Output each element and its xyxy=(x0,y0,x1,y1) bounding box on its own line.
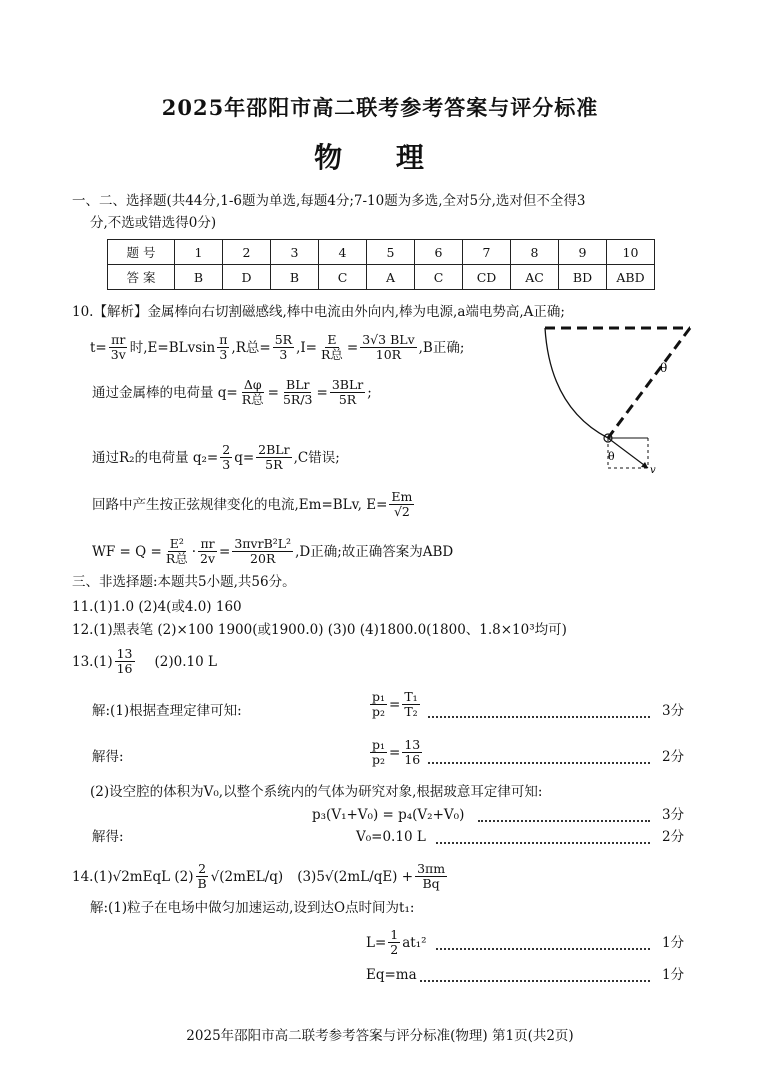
subject-heading: 物 理 xyxy=(314,141,446,174)
answer-table xyxy=(107,239,655,290)
denominator: R总 xyxy=(241,392,264,407)
fraction xyxy=(198,537,217,566)
theta-bottom-label: θ xyxy=(608,450,615,463)
table-row-answers xyxy=(108,265,655,290)
denominator: 16 xyxy=(404,752,421,767)
q10-r: ,R总= xyxy=(231,339,271,356)
fraction xyxy=(115,647,135,676)
q13-solution-2: 解得: xyxy=(92,749,124,765)
denominator: 16 xyxy=(116,661,133,676)
q13-eq2 xyxy=(368,738,424,767)
q14-eq1-lhs: L= xyxy=(366,934,387,951)
section1-line1: 一、二、选择题(共44分,1-6题为单选,每题4分;7-10题为多选,全对5分,选对但不全得3 xyxy=(72,193,586,209)
table-cell: C xyxy=(319,265,367,290)
table-cell: 8 xyxy=(511,240,559,265)
q10-formula-line2 xyxy=(92,378,372,407)
q10-d-correct: ,D正确;故正确答案为ABD xyxy=(295,543,454,560)
q10-w-label: WF = Q = xyxy=(92,543,162,560)
score: 1分 xyxy=(662,967,685,983)
denominator: 20R xyxy=(250,551,276,566)
fraction xyxy=(360,333,416,362)
q10-q2-label: 通过R₂的电荷量 q₂= xyxy=(92,449,219,466)
fraction xyxy=(217,333,229,362)
fraction xyxy=(319,333,345,362)
dotted-leader xyxy=(436,834,650,844)
denominator: 5R xyxy=(338,392,357,407)
rod-dashed-line xyxy=(608,328,690,438)
fraction xyxy=(388,928,400,957)
fraction xyxy=(402,738,422,767)
table-cell: CD xyxy=(463,265,511,290)
fraction xyxy=(370,738,387,767)
numerator: 2 xyxy=(222,442,231,457)
numerator: 2BLr xyxy=(258,442,290,457)
fraction xyxy=(240,378,266,407)
q10-b-correct: ,B正确; xyxy=(418,339,465,356)
score: 2分 xyxy=(662,749,685,765)
score: 3分 xyxy=(662,807,685,823)
numerator: 13 xyxy=(116,646,133,661)
denominator: p₂ xyxy=(372,704,386,719)
table-cell: 6 xyxy=(415,240,463,265)
table-cell: 1 xyxy=(175,240,223,265)
table-cell: B xyxy=(271,265,319,290)
denominator: √2 xyxy=(393,504,410,519)
fraction xyxy=(370,690,387,719)
page-title: 2025年邵阳市高二联考参考答案与评分标准 xyxy=(161,95,599,120)
row-label-answer: 答 案 xyxy=(108,265,175,290)
fraction xyxy=(389,490,414,519)
q10-formula-line3 xyxy=(92,443,340,472)
denominator: 2v xyxy=(200,551,216,566)
denominator: Bq xyxy=(422,876,440,891)
numerator: 5R xyxy=(274,332,293,347)
q10-formula-line1 xyxy=(90,333,464,362)
q12-answer: 12.(1)黑表笔 (2)×100 1900(或1900.0) (3)0 (4)1800.0(1800、1.8×10³均可) xyxy=(72,622,567,638)
q13-prefix: 13.(1) xyxy=(72,653,113,670)
numerator: T₁ xyxy=(404,689,418,704)
q13-solution-3: 解得: xyxy=(92,829,124,845)
q10-formula-line5 xyxy=(92,537,453,566)
denominator: B xyxy=(197,876,207,891)
q13-part2: (2)设空腔的体积为V₀,以整个系统内的气体为研究对象,根据玻意耳定律可知: xyxy=(90,784,543,800)
table-cell: C xyxy=(415,265,463,290)
table-cell: D xyxy=(223,265,271,290)
q13-eq1 xyxy=(368,690,422,719)
q10-q-label: 通过金属棒的电荷量 q= xyxy=(92,384,238,401)
numerator: p₁ xyxy=(372,737,386,752)
fraction xyxy=(256,443,291,472)
numerator: E xyxy=(327,332,337,347)
dotted-leader xyxy=(478,812,650,822)
q13-eq4: V₀=0.10 L xyxy=(356,829,426,845)
numerator: Em xyxy=(391,489,413,504)
table-cell: 2 xyxy=(223,240,271,265)
fraction xyxy=(109,333,128,362)
table-cell: 3 xyxy=(271,240,319,265)
q10-t: t= xyxy=(90,339,107,356)
denominator: 5R xyxy=(265,457,283,472)
table-cell: BD xyxy=(559,265,607,290)
table-cell: 10 xyxy=(607,240,655,265)
q14-b: √(2mEL/q) xyxy=(210,868,284,885)
numerator: BLr xyxy=(286,377,310,392)
physics-diagram xyxy=(530,318,700,478)
fraction xyxy=(273,333,294,362)
denominator: 3v xyxy=(110,347,126,362)
fraction xyxy=(415,862,447,891)
fraction xyxy=(220,443,232,472)
q10-intro: 10.【解析】金属棒向右切割磁感线,棒中电流由外向内,棒为电源,a端电势高,A正确; xyxy=(72,304,565,320)
numerator: 3πvrB²L² xyxy=(234,536,292,551)
denominator: 5R/3 xyxy=(282,392,313,407)
numerator: π xyxy=(219,332,228,347)
dotted-leader xyxy=(436,940,650,950)
table-row-numbers xyxy=(108,240,655,265)
numerator: Δφ xyxy=(243,377,262,392)
denominator: R总 xyxy=(165,551,188,566)
equals: = xyxy=(316,384,328,401)
numerator: 2 xyxy=(198,861,207,876)
equals: = xyxy=(219,543,231,560)
q14-eq2: Eq=ma xyxy=(366,967,417,983)
table-cell: ABD xyxy=(607,265,655,290)
score: 3分 xyxy=(662,703,685,719)
numerator: 3πm xyxy=(417,861,446,876)
numerator: πr xyxy=(200,536,215,551)
numerator: 1 xyxy=(390,927,399,942)
table-cell: B xyxy=(175,265,223,290)
numerator: E² xyxy=(169,536,184,551)
q14-eq1-rhs: at₁² xyxy=(402,934,427,951)
q14-answer xyxy=(72,862,449,891)
q10-c-wrong: ,C错误; xyxy=(293,449,340,466)
dotted-leader xyxy=(420,972,650,982)
q11-answer: 11.(1)1.0 (2)4(或4.0) 160 xyxy=(72,599,242,615)
q10-sine-line: 回路中产生按正弦规律变化的电流,Em=BLv, E= xyxy=(92,496,388,513)
q14-solution-1: 解:(1)粒子在电场中做匀加速运动,设到达O点时间为t₁: xyxy=(90,900,415,916)
dot: · xyxy=(191,543,197,560)
fraction xyxy=(232,537,293,566)
denominator: 10R xyxy=(375,347,402,362)
table-cell: 4 xyxy=(319,240,367,265)
denominator: 3 xyxy=(219,347,228,362)
denominator: 3 xyxy=(222,457,231,472)
equals: = xyxy=(389,696,401,713)
numerator: 3√3 BLv xyxy=(362,332,415,347)
section3-heading: 三、非选择题:本题共5小题,共56分。 xyxy=(72,574,296,590)
table-cell: 5 xyxy=(367,240,415,265)
equals: = xyxy=(267,384,279,401)
fraction xyxy=(330,378,365,407)
section1-line2: 分,不选或错选得0分) xyxy=(90,215,217,231)
numerator: p₁ xyxy=(372,689,386,704)
table-cell: A xyxy=(367,265,415,290)
denominator: 2 xyxy=(390,942,399,957)
q13-answer xyxy=(72,647,217,676)
dotted-leader xyxy=(428,754,650,764)
q14-c: (3)5√(2mL/qE) + xyxy=(297,868,414,885)
q10-e: 时,E=BLvsin xyxy=(129,339,216,356)
arc-path xyxy=(545,328,608,438)
denominator: 3 xyxy=(279,347,288,362)
velocity-label: v xyxy=(650,465,656,476)
table-cell: 7 xyxy=(463,240,511,265)
fraction xyxy=(164,537,190,566)
fraction xyxy=(195,862,208,891)
denominator: R总 xyxy=(321,347,343,362)
semicolon: ; xyxy=(367,384,372,401)
fraction xyxy=(402,690,419,719)
table-cell: AC xyxy=(511,265,559,290)
numerator: πr xyxy=(111,332,126,347)
row-label-number: 题 号 xyxy=(108,240,175,265)
q13-suffix: (2)0.10 L xyxy=(154,653,217,670)
q10-i: ,I= xyxy=(296,339,317,356)
q13-solution-1: 解:(1)根据查理定律可知: xyxy=(92,703,242,719)
q10-q2-mid: q= xyxy=(234,449,255,466)
denominator: T₂ xyxy=(404,704,418,719)
score: 2分 xyxy=(662,829,685,845)
theta-top-label: θ xyxy=(660,361,668,375)
q14-eq1 xyxy=(366,928,427,957)
q14-prefix: 14.(1)√2mEqL (2) xyxy=(72,868,194,885)
numerator: 3BLr xyxy=(331,377,364,392)
dotted-leader xyxy=(428,708,650,718)
denominator: p₂ xyxy=(372,752,386,767)
equals: = xyxy=(346,339,359,356)
fraction xyxy=(281,378,315,407)
page-footer: 2025年邵阳市高二联考参考答案与评分标准(物理) 第1页(共2页) xyxy=(186,1028,574,1044)
equals: = xyxy=(389,744,401,761)
numerator: 13 xyxy=(404,737,421,752)
score: 1分 xyxy=(662,935,685,951)
q13-eq3: p₃(V₁+V₀) = p₄(V₂+V₀) xyxy=(312,807,465,823)
table-cell: 9 xyxy=(559,240,607,265)
q10-formula-line4 xyxy=(92,490,416,519)
